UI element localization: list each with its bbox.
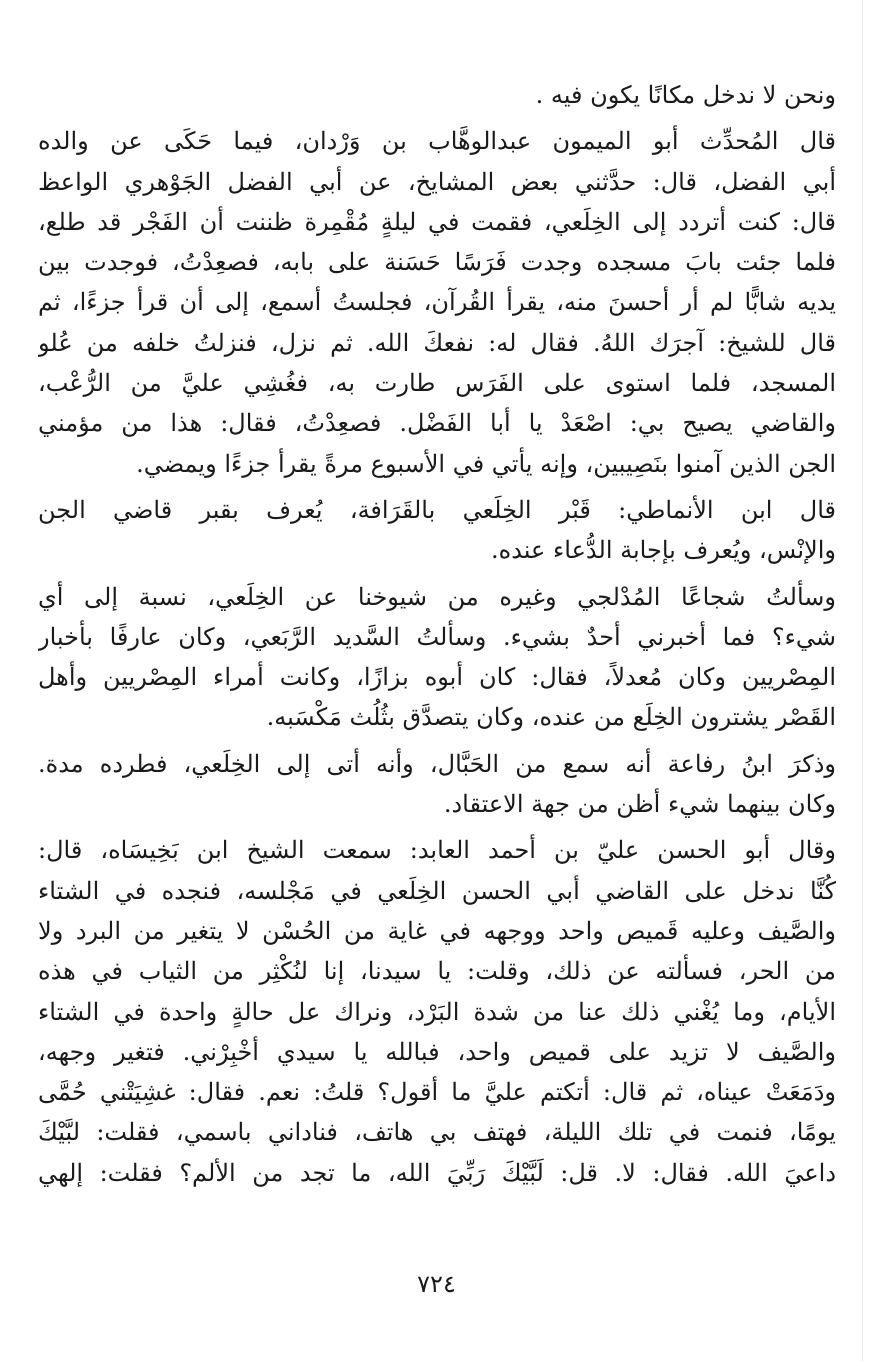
paragraph (38, 744, 836, 825)
text-line: القَصْر يشترون الخِلَع من عنده، وكان يتصدَّق بثُلُث مَكْسَبه. (266, 703, 836, 732)
page-number: ٧٢٤ (417, 1270, 456, 1298)
text-line: الأيام، وما يُغْني ذلك عنا من شدة البَرْد، ونراك عل حالةٍ واحدة في الشتاء (38, 997, 836, 1026)
paragraph (38, 830, 836, 1193)
text-line: فلما جئت بابَ مسجده وجدت فَرَسًا حَسَنة على بابه، فصعِدْتُ، فوجدت بين (38, 248, 836, 277)
text-line: يومًا، فنمت في تلك الليلة، فهتف بي هاتف، فناداني باسمي، فقلت: لبَّيْكَ (38, 1118, 836, 1147)
text-line: كُنَّا ندخل على القاضي أبي الحسن الخِلَعي في مَجْلسه، فنجده في الشتاء (38, 876, 836, 905)
text-line: شيء؟ فما أخبرني أحدٌ بشيء. وسألتُ السَّديد الرَّبَعي، وكان عارفًا بأخبار (38, 622, 836, 651)
text-line: قال المُحدِّث أبو الميمون عبدالوهَّاب بن وَرْدان، فيما حَكَى عن والده (38, 127, 836, 156)
page-body (38, 75, 836, 1193)
text-line: المِصْريين وكان مُعدلاً، فقال: كان أبوه بزازًا، وكانت أمراء المِصْريين وأهل (38, 663, 836, 692)
paragraph (38, 577, 836, 738)
paragraph (38, 75, 836, 115)
text-line: وسألتُ شجاعًا المُدْلجي وغيره من شيوخنا عن الخِلَعي، نسبة إلى أي (38, 582, 836, 611)
text-line: والصَّيف وعليه قَميص واحد ووجهه في غاية من الحُسْن لا يتغير من البرد ولا (38, 916, 836, 945)
text-line: والصَّيف لا تزيد على قميص واحد، فبالله يا سيدي أخْبِرْني. فتغير وجهه، (38, 1037, 836, 1066)
text-line: أبي الفضل، قال: حدَّثني بعض المشايخ، عن أبي الفضل الجَوْهري الواعظ (38, 167, 836, 196)
text-line: من الحر، فسألته عن ذلك، وقلت: يا سيدنا، إنا لنُكْثِر من الثياب في هذه (38, 957, 836, 986)
paragraph (38, 121, 836, 484)
paragraph (38, 490, 836, 571)
text-line: ونحن لا ندخل مكانًا يكون فيه . (535, 81, 836, 109)
text-line: والإنْس، ويُعرف بإجابة الدُّعاء عنده. (491, 536, 836, 565)
text-line: داعيَ الله. فقال: لا. قل: لَبَّيْكَ رَبِّيَ الله، ما تجد من الألم؟ فقلت: إلهي (38, 1158, 836, 1187)
text-line: قال للشيخ: آجرَك اللهُ. فقال له: نفعكَ الله. ثم نزل، فنزلتُ خلفه من عُلو (38, 328, 836, 357)
text-line: قال: كنت أتردد إلى الخِلَعي، فقمت في ليلةٍ مُقْمِرة ظننت أن الفَجْر قد طلع، (38, 207, 836, 236)
text-line: الجن الذين آمنوا بنَصِيبين، وإنه يأتي في الأسبوع مرةً يقرأ جزءًا ويمضي. (136, 449, 836, 478)
text-line: المسجد، فلما استوى على الفَرَس طارت به، فغُشِي عليَّ من الرُّعْب، (38, 369, 836, 398)
text-line: قال ابن الأنماطي: قَبْر الخِلَعي بالقَرَافة، يُعرف بقبر قاضي الجن (38, 495, 836, 524)
text-line: وذكرَ ابنُ رفاعة أنه سمع من الحَبَّال، وأنه أتى إلى الخِلَعي، فطرده مدة. (38, 749, 836, 778)
text-line: ودَمَعَتْ عيناه، ثم قال: أتكتم عليَّ ما أقول؟ قلتُ: نعم. فقال: غشِيَتْني حُمَّى (38, 1078, 836, 1107)
text-line: وكان بينهما شيء أظن من جهة الاعتقاد. (443, 790, 836, 819)
page-edge (862, 0, 863, 1361)
text-line: يديه شابًّا لم أر أحسنَ منه، يقرأ القُرآن، فجلستُ أسمع، إلى أن قرأ جزءًا، ثم (38, 288, 836, 317)
text-line: والقاضي يصيح بي: اصْعَدْ يا أبا الفَضْل. فصعِدْتُ، فقال: هذا من مؤمني (38, 409, 836, 438)
text-line: وقال أبو الحسن عليّ بن أحمد العابد: سمعت الشيخ ابن بَخِيسَاه، قال: (38, 836, 836, 865)
